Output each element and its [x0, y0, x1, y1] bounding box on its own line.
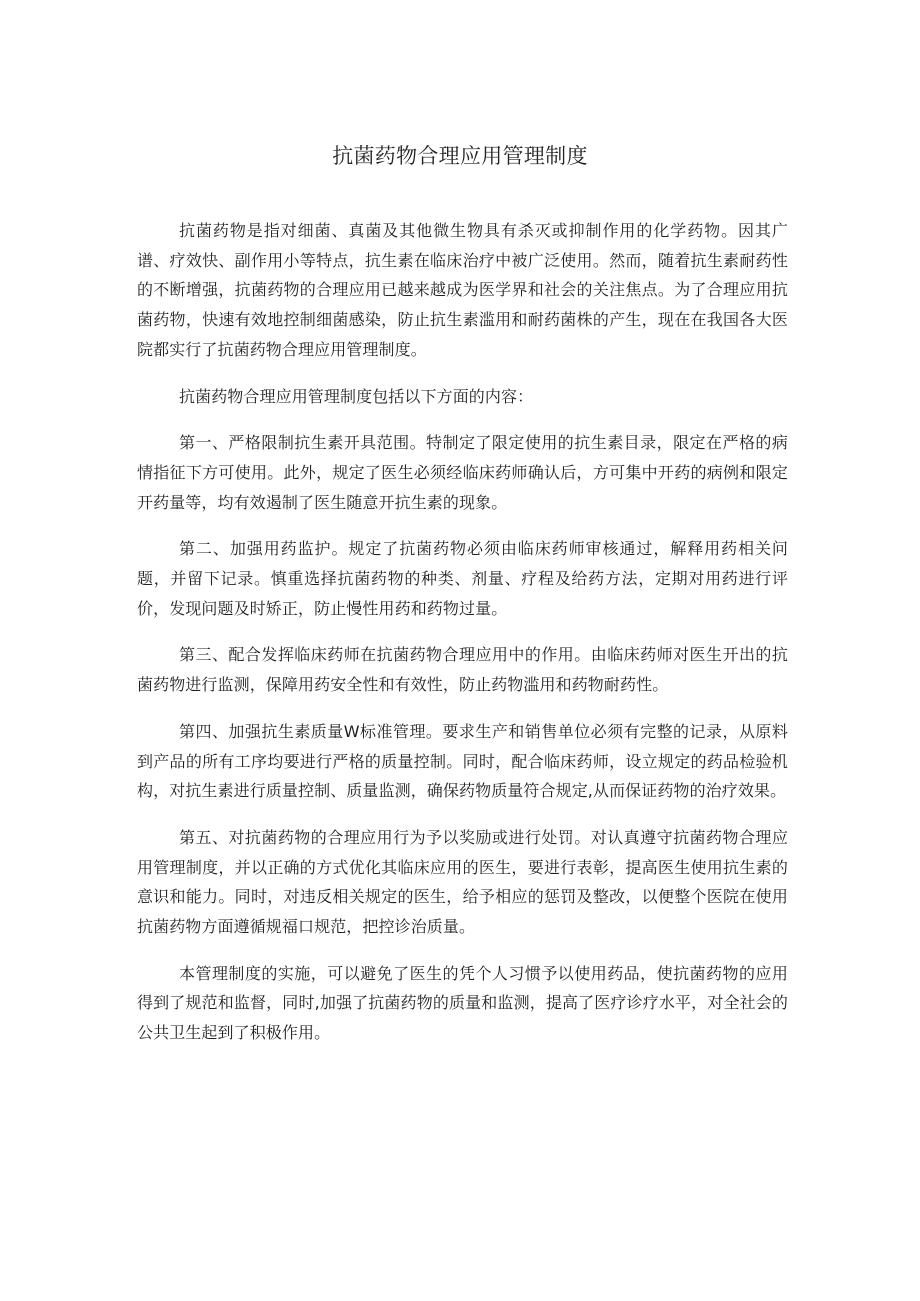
document-title: 抗菌药物合理应用管理制度 — [332, 144, 588, 168]
paragraph-third: 第三、配合发挥临床药师在抗菌药物合理应用中的作用。由临床药师对医生开出的抗菌药物进行监测，保障用药安全性和有效性，防止药物滥用和药物耐药性。 — [137, 645, 788, 695]
paragraph-first: 第一、严格限制抗生素开具范围。特制定了限定使用的抗生素目录，限定在严格的病情指征下方可使用。此外，规定了医生必须经临床药师确认后，方可集中开药的病例和限定开药量等，均有效遏制了医生随意开抗生素的现象。 — [137, 433, 788, 512]
paragraph-fifth: 第五、对抗菌药物的合理应用行为予以奖励或进行处罚。对认真遵守抗菌药物合理应用管理制度，并以正确的方式优化其临床应用的医生，要进行表彰，提高医生使用抗生素的意识和能力。同时，对违反相关规定的医生，给予相应的惩罚及整改，以便整个医院在使用抗菌药物方面遵循规福口规范，把控诊治质量。 — [137, 827, 788, 937]
document-body — [137, 216, 788, 1065]
paragraph-fourth: 第四、加强抗生素质量W标准管理。要求生产和销售单位必须有完整的记录，从原料到产品的所有工序均要进行严格的质量控制。同时，配合临床药师，设立规定的药品检验机构，对抗生素进行质量控制、质量监测，确保药物质量符合规定,从而保证药物的治疗效果。 — [137, 721, 788, 801]
paragraph-overview: 抗菌药物合理应用管理制度包括以下方面的内容： — [179, 386, 534, 406]
paragraph-second: 第二、加强用药监护。规定了抗菌药物必须由临床药师审核通过，解释用药相关问题，并留下记录。慎重选择抗菌药物的种类、剂量、疗程及给药方法，定期对用药进行评价，发现问题及时矫正，防止慢性用药和药物过量。 — [137, 539, 788, 618]
paragraph-intro: 抗菌药物是指对细菌、真菌及其他微生物具有杀灭或抑制作用的化学药物。因其广谱、疗效快、副作用小等特点，抗生素在临床治疗中被广泛使用。然而，随着抗生素耐药性的不断增强，抗菌药物的合理应用已越来越成为医学界和社会的关注焦点。为了合理应用抗菌药物，快速有效地控制细菌感染，防止抗生素滥用和耐药菌株的产生，现在在我国各大医院都实行了抗菌药物合理应用管理制度。 — [137, 221, 788, 359]
paragraph-conclusion: 本管理制度的实施，可以避免了医生的凭个人习惯予以使用药品，使抗菌药物的应用得到了规范和监督，同时,加强了抗菌药物的质量和监测，提高了医疗诊疗水平，对全社会的公共卫生起到了积极作用。 — [137, 963, 788, 1043]
